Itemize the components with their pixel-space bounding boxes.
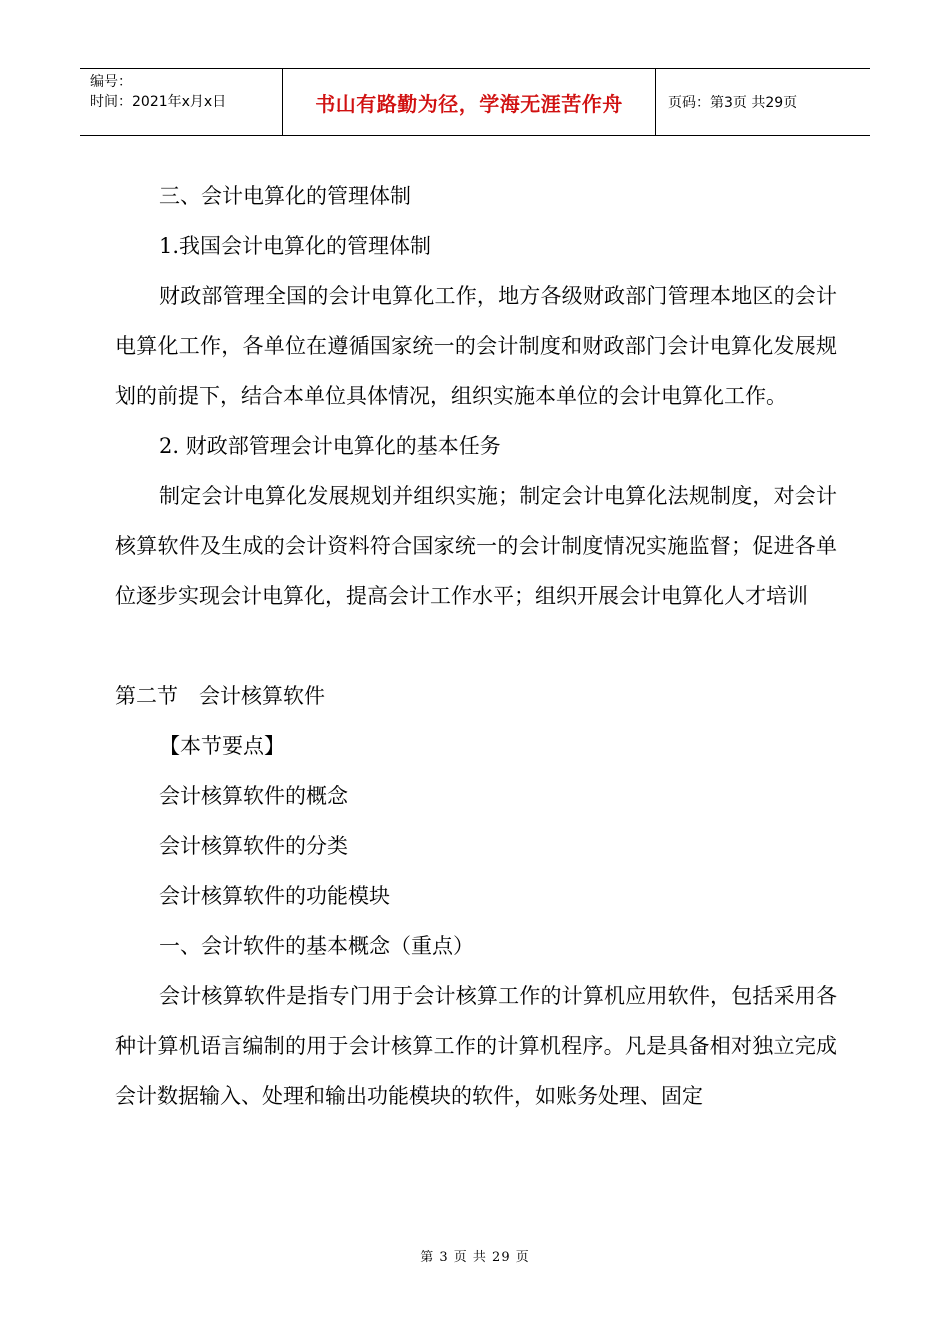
page-header (80, 68, 870, 136)
header-motto: 书山有路勤为径，学海无涯苦作舟 (282, 69, 656, 135)
spacer (115, 621, 837, 671)
key-point-item: 会计核算软件的分类 (159, 834, 348, 858)
subheading: 1.我国会计电算化的管理体制 (159, 234, 432, 258)
time-label: 时间：2021年x月x日 (90, 94, 227, 110)
document-body (115, 171, 837, 1121)
paragraph: 会计核算软件是指专门用于会计核算工作的计算机应用软件，包括采用各种计算机语言编制的用于会计核算工作的计算机程序。凡是具备相对独立完成会计数据输入、处理和输出功能模块的软件，如账务处理、固定 (115, 984, 837, 1108)
key-point-item: 会计核算软件的功能模块 (159, 884, 390, 908)
paragraph: 制定会计电算化发展规划并组织实施；制定会计电算化法规制度，对会计核算软件及生成的会计资料符合国家统一的会计制度情况实施监督；促进各单位逐步实现会计电算化，提高会计工作水平；组织开展会计电算化人才培训 (115, 484, 837, 608)
section-heading: 三、会计电算化的管理体制 (159, 184, 411, 208)
section-heading: 一、会计软件的基本概念（重点） (159, 934, 474, 958)
number-label: 编号： (90, 74, 132, 90)
paragraph: 财政部管理全国的会计电算化工作，地方各级财政部门管理本地区的会计电算化工作，各单位在遵循国家统一的会计制度和财政部门会计电算化发展规划的前提下，结合本单位具体情况，组织实施本单位的会计电算化工作。 (115, 284, 837, 408)
header-page-info: 页码：第3页 共29页 (668, 95, 798, 111)
key-points-label: 【本节要点】 (159, 734, 285, 758)
chapter-heading: 第二节 会计核算软件 (115, 684, 325, 708)
page-footer: 第 3 页 共 29 页 (420, 1250, 530, 1265)
header-meta (80, 69, 282, 135)
key-point-item: 会计核算软件的概念 (159, 784, 348, 808)
subheading: 2. 财政部管理会计电算化的基本任务 (159, 434, 501, 458)
